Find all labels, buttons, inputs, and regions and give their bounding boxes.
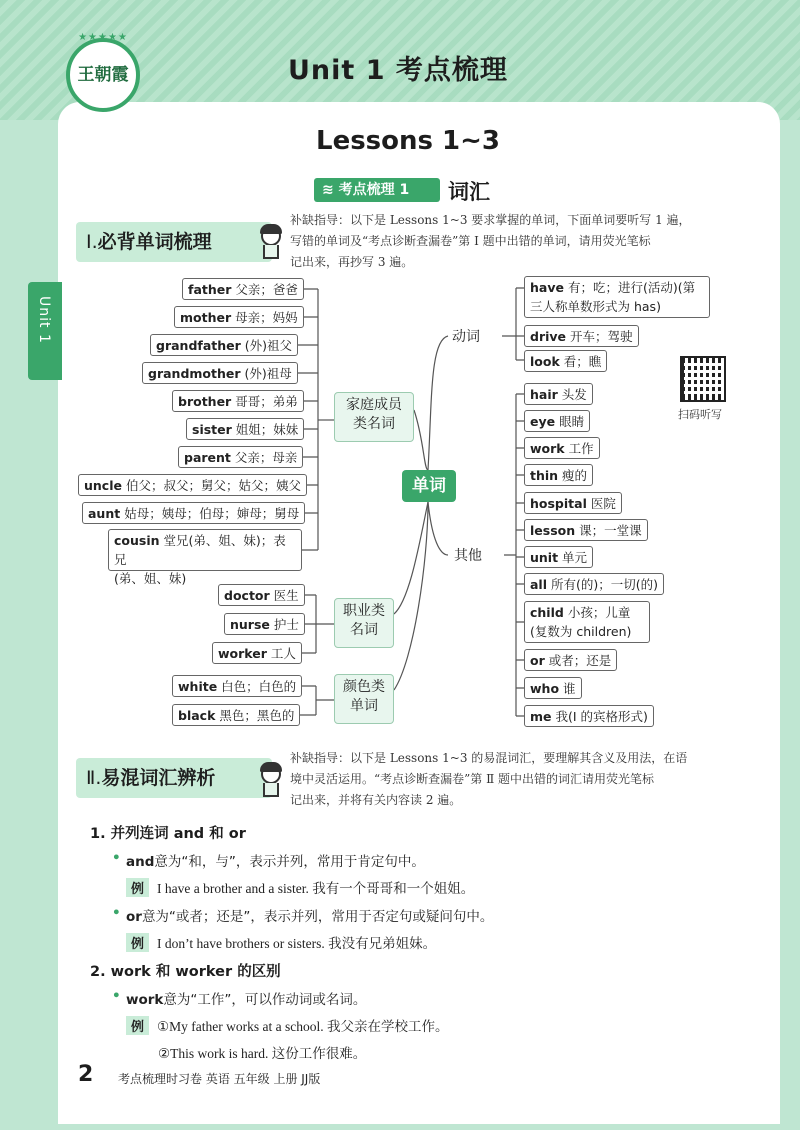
hub-words: 单词: [402, 470, 456, 502]
work-desc: 意为“工作”，可以作动词或名词。: [163, 992, 367, 1008]
category-family: [334, 392, 414, 442]
word-cn: 眼睛: [559, 414, 585, 429]
note-line: 写错的单词及“考点诊断查漏卷”第 Ⅰ 题中出错的单词，请用荧光笔标: [290, 234, 651, 248]
section1-num: Ⅰ.: [86, 231, 98, 253]
word-card: [82, 502, 305, 524]
word-cn: 父亲；母亲: [234, 450, 298, 465]
word-en: parent: [184, 450, 231, 465]
word-card: [224, 613, 305, 635]
word-cn: 看；瞧: [563, 354, 602, 369]
word-card: [524, 705, 654, 727]
cat-line: 职业类: [343, 603, 385, 619]
or-example-text: I don’t have brothers or sisters. 我没有兄弟姐妹。: [157, 936, 437, 951]
example-tag: 例: [126, 1016, 149, 1035]
word-en: cousin: [114, 533, 160, 548]
work-example-1: [126, 1015, 448, 1035]
word-cn: 姑母；姨母；伯母；婶母；舅母: [124, 506, 300, 521]
word-en: grandfather: [156, 338, 241, 353]
word-cn: 父亲；爸爸: [235, 282, 298, 297]
category-colors: [334, 674, 394, 724]
cat-line: 名词: [350, 622, 378, 638]
word-en: nurse: [230, 617, 270, 632]
category-others: 其他: [454, 548, 482, 564]
or-example: [126, 932, 436, 952]
or-word: or: [126, 909, 142, 925]
word-en: all: [530, 577, 548, 592]
word-cn: 头发: [561, 387, 587, 402]
or-rule: [126, 905, 493, 925]
word-card: [172, 390, 304, 412]
work-example-text: ①My father works at a school. 我父亲在学校工作。: [157, 1019, 449, 1034]
work-rule: [126, 988, 366, 1008]
word-card: [524, 350, 607, 372]
word-en: hospital: [530, 496, 587, 511]
word-en: thin: [530, 468, 559, 483]
cartoon-kid-icon: [258, 764, 284, 798]
item1-title: 1. 并列连词 and 和 or: [90, 826, 246, 842]
cat-line: 单词: [350, 698, 378, 714]
qr-label: 扫码听写: [678, 408, 722, 421]
badge-topic: 词汇: [448, 180, 490, 204]
and-rule: [126, 850, 425, 870]
note-line: 补缺指导：以下是 Lessons 1~3 的易混词汇，要理解其含义及用法，在语: [290, 751, 688, 765]
word-card: [212, 642, 302, 664]
category-jobs: [334, 598, 394, 648]
word-en: child: [530, 605, 564, 620]
word-cn: 单元: [562, 550, 588, 565]
word-en: black: [178, 708, 216, 723]
logo-text: 王朝霞: [77, 65, 129, 85]
word-cn: 堂兄(弟、姐、妹)；表兄: [114, 533, 286, 567]
word-en: white: [178, 679, 218, 694]
word-card: [524, 410, 590, 432]
word-en: aunt: [88, 506, 121, 521]
word-cn: 母亲；妈妈: [235, 310, 298, 325]
word-cn: 课；一堂课: [579, 523, 642, 538]
word-card: [524, 677, 582, 699]
word-card: [174, 306, 304, 328]
word-en: mother: [180, 310, 232, 325]
word-cn: 黑色；黑色的: [219, 708, 295, 723]
example-tag: 例: [126, 878, 149, 897]
word-cn: 小孩；儿童: [567, 605, 631, 620]
word-en: grandmother: [148, 366, 241, 381]
word-en: me: [530, 709, 552, 724]
word-card: [524, 437, 600, 459]
word-en: work: [530, 441, 565, 456]
word-cn: (外)祖父: [244, 338, 293, 353]
footer-text: 考点梳理时习卷 英语 五年级 上册 JJ版: [118, 1072, 321, 1086]
word-en: hair: [530, 387, 558, 402]
and-example-text: I have a brother and a sister. 我有一个哥哥和一个姐姐。: [157, 881, 475, 896]
example-tag: 例: [126, 933, 149, 952]
note-line: 记出来，并将有关内容读 2 遍。: [290, 793, 462, 807]
section2-heading: [76, 758, 272, 798]
note-line: 补缺指导：以下是 Lessons 1~3 要求掌握的单词，下面单词要听写 1 遍，: [290, 213, 691, 227]
side-tab-label: Unit 1: [36, 296, 52, 344]
word-card: [78, 474, 307, 496]
page-number: 2: [78, 1062, 94, 1087]
word-card: [524, 276, 710, 318]
word-card: [172, 675, 302, 697]
word-en: unit: [530, 550, 559, 565]
word-card: [524, 519, 648, 541]
word-en: uncle: [84, 478, 122, 493]
word-card: [142, 362, 298, 384]
word-cn: 所有(的)；一切(的): [551, 577, 659, 592]
word-cn: 医院: [590, 496, 616, 511]
word-en: doctor: [224, 588, 270, 603]
badge-label: 考点梳理 1: [338, 182, 410, 198]
word-cn: 有；吃；进行(活动)(第: [567, 280, 696, 295]
word-en: who: [530, 681, 560, 696]
word-cn: 工人: [270, 646, 296, 661]
item2-title: 2. work 和 worker 的区别: [90, 964, 281, 980]
section2-note: [290, 748, 750, 811]
word-cn: 医生: [273, 588, 299, 603]
unit-title: Unit 1 考点梳理: [288, 55, 508, 86]
word-cn-cont: 三人称单数形式为 has): [530, 299, 661, 314]
logo-stars: ★★★★★: [78, 32, 128, 43]
word-en: lesson: [530, 523, 576, 538]
word-en: have: [530, 280, 564, 295]
qr-code-pattern: [684, 360, 722, 398]
word-card: [524, 546, 593, 568]
note-line: 记出来，再抄写 3 遍。: [290, 255, 414, 269]
word-card: [524, 325, 639, 347]
word-cn: 伯父；叔父；舅父；姑父；姨父: [125, 478, 301, 493]
word-en: eye: [530, 414, 556, 429]
cat-line: 颜色类: [343, 679, 385, 695]
word-card: [178, 446, 303, 468]
word-card: [218, 584, 305, 606]
section2-num: Ⅱ.: [86, 767, 102, 789]
word-card: [172, 704, 300, 726]
word-card: [524, 383, 593, 405]
word-en: worker: [218, 646, 267, 661]
word-en: brother: [178, 394, 232, 409]
section1-title: 必背单词梳理: [97, 231, 212, 253]
cat-line: 类名词: [353, 416, 395, 432]
word-en: father: [188, 282, 232, 297]
word-card: [108, 529, 302, 586]
lessons-title: Lessons 1~3: [316, 126, 501, 156]
word-cn: 白色；白色的: [221, 679, 297, 694]
section2-title: 易混词汇辨析: [101, 767, 216, 789]
cat-line: 家庭成员: [346, 397, 402, 413]
section-badge: ≋ 考点梳理 1: [314, 178, 440, 202]
word-cn-cont: (复数为 children): [530, 624, 632, 639]
word-card: [524, 464, 593, 486]
word-card: [524, 601, 650, 643]
word-card: [186, 418, 304, 440]
note-line: 境中灵活运用。“考点诊断查漏卷”第 Ⅱ 题中出错的词汇请用荧光笔标: [290, 772, 655, 786]
word-en: sister: [192, 422, 232, 437]
word-card: [524, 573, 664, 595]
word-cn: 姐姐；妹妹: [235, 422, 299, 437]
word-en: look: [530, 354, 560, 369]
word-cn: 工作: [568, 441, 594, 456]
word-cn: 我(I 的宾格形式): [555, 709, 648, 724]
word-card: [524, 492, 622, 514]
word-en: or: [530, 653, 545, 668]
word-cn: 哥哥；弟弟: [235, 394, 298, 409]
and-example: [126, 877, 474, 897]
word-cn: 开车；驾驶: [570, 329, 633, 344]
category-verbs: 动词: [452, 329, 480, 345]
word-card: [524, 649, 617, 671]
work-example-2: ②This work is hard. 这份工作很难。: [158, 1046, 367, 1061]
word-card: [182, 278, 304, 300]
word-cn: 瘦的: [562, 468, 588, 483]
word-cn: (外)祖母: [244, 366, 292, 381]
or-desc: 意为“或者；还是”，表示并列，常用于否定句或疑问句中。: [141, 909, 494, 925]
word-cn: 谁: [563, 681, 576, 696]
word-cn: 或者；还是: [548, 653, 612, 668]
word-en: drive: [530, 329, 567, 344]
work-word: work: [126, 992, 164, 1008]
and-desc: 意为“和，与”，表示并列，常用于肯定句中。: [154, 854, 425, 870]
word-card: [150, 334, 298, 356]
and-word: and: [126, 854, 155, 870]
word-cn: 护士: [273, 617, 299, 632]
word-cn-cont: (弟、姐、妹): [114, 571, 187, 586]
